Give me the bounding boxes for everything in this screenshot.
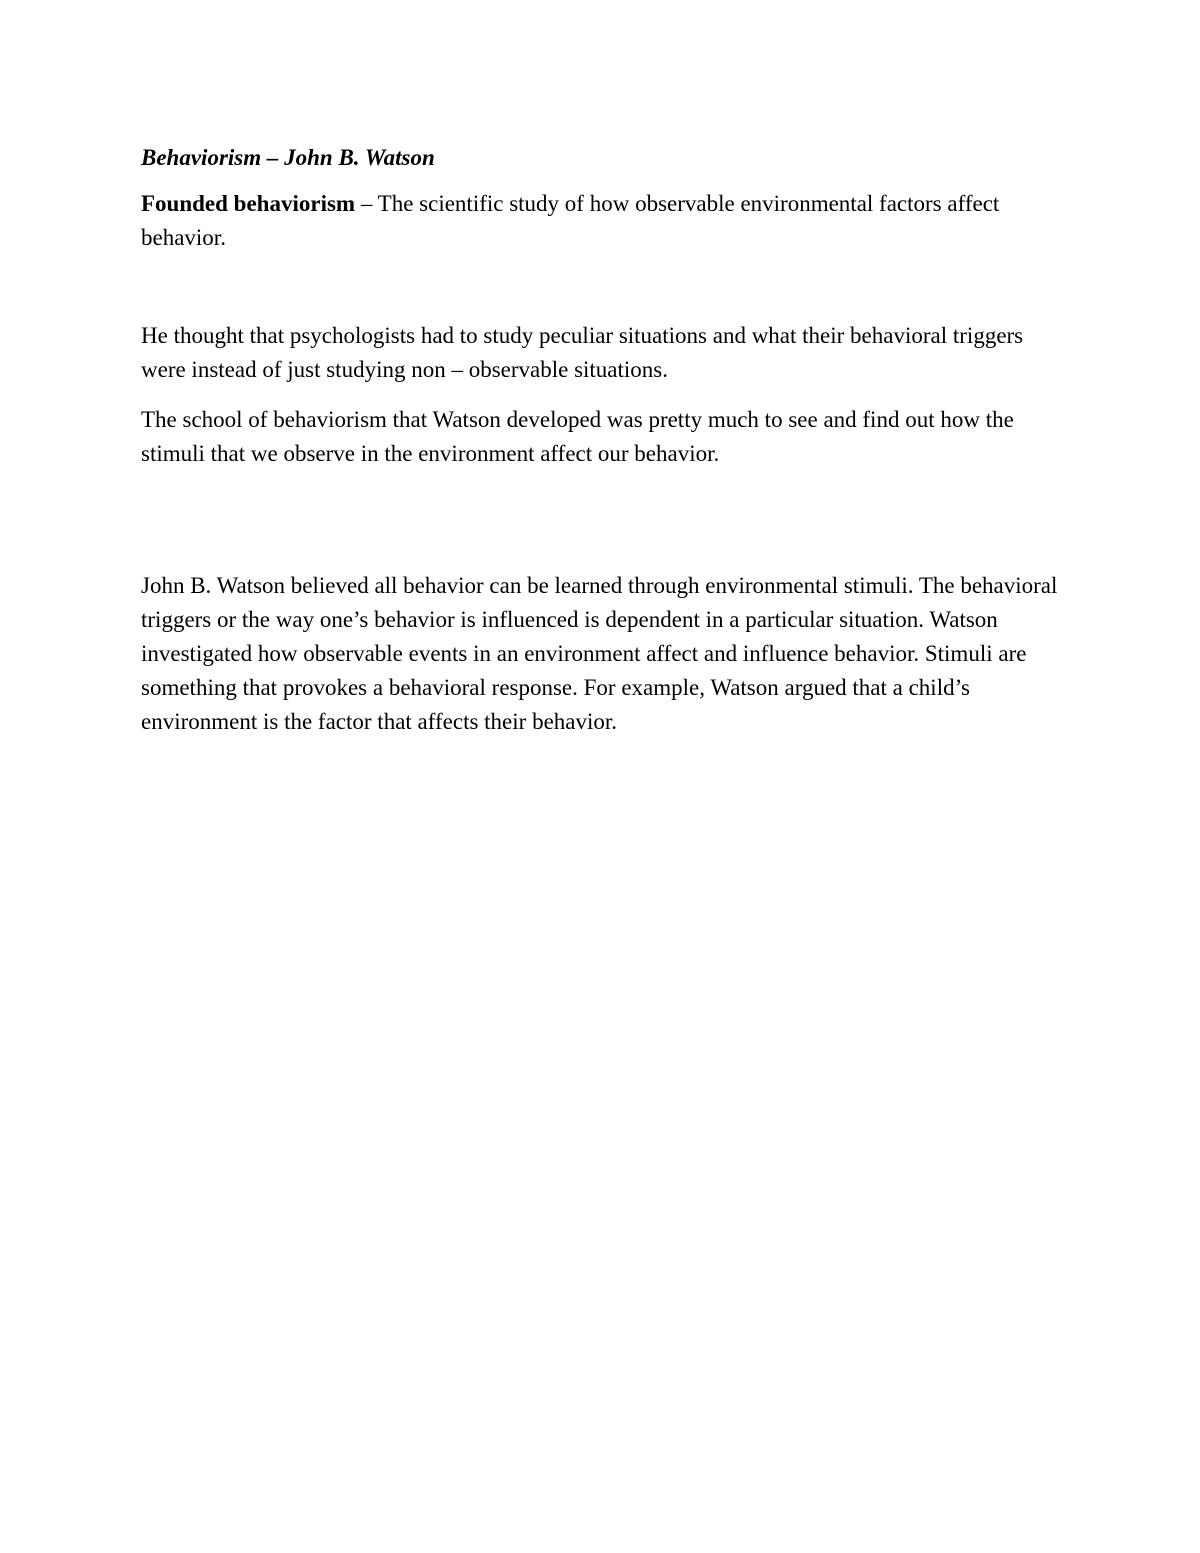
document-body [141, 138, 1061, 739]
paragraph-watson-beliefs: John B. Watson believed all behavior can be learned through environmental stimuli. The behavioral triggers or the way one’s behavior is influenced is dependent in a particular situation. Watson investigated how observable events in an environment affect and influence behavior. Stimuli are something that provokes a behavioral response. For example, Watson argued that a child’s environment is the factor that affects their behavior. [141, 573, 1058, 734]
paragraph-school-of-behaviorism: The school of behaviorism that Watson developed was pretty much to see and find out how the stimuli that we observe in the environment affect our behavior. [141, 407, 1014, 466]
definition-text: – The scientific study of how observable environmental factors affect behavior. [141, 191, 1000, 250]
paragraph-psychologists: He thought that psychologists had to study peculiar situations and what their behavioral triggers were instead of just studying non – observable situations. [141, 323, 1024, 382]
document-title: Behaviorism – John B. Watson [141, 145, 435, 170]
definition-paragraph [141, 187, 1061, 255]
definition-term: Founded behaviorism [141, 191, 356, 216]
